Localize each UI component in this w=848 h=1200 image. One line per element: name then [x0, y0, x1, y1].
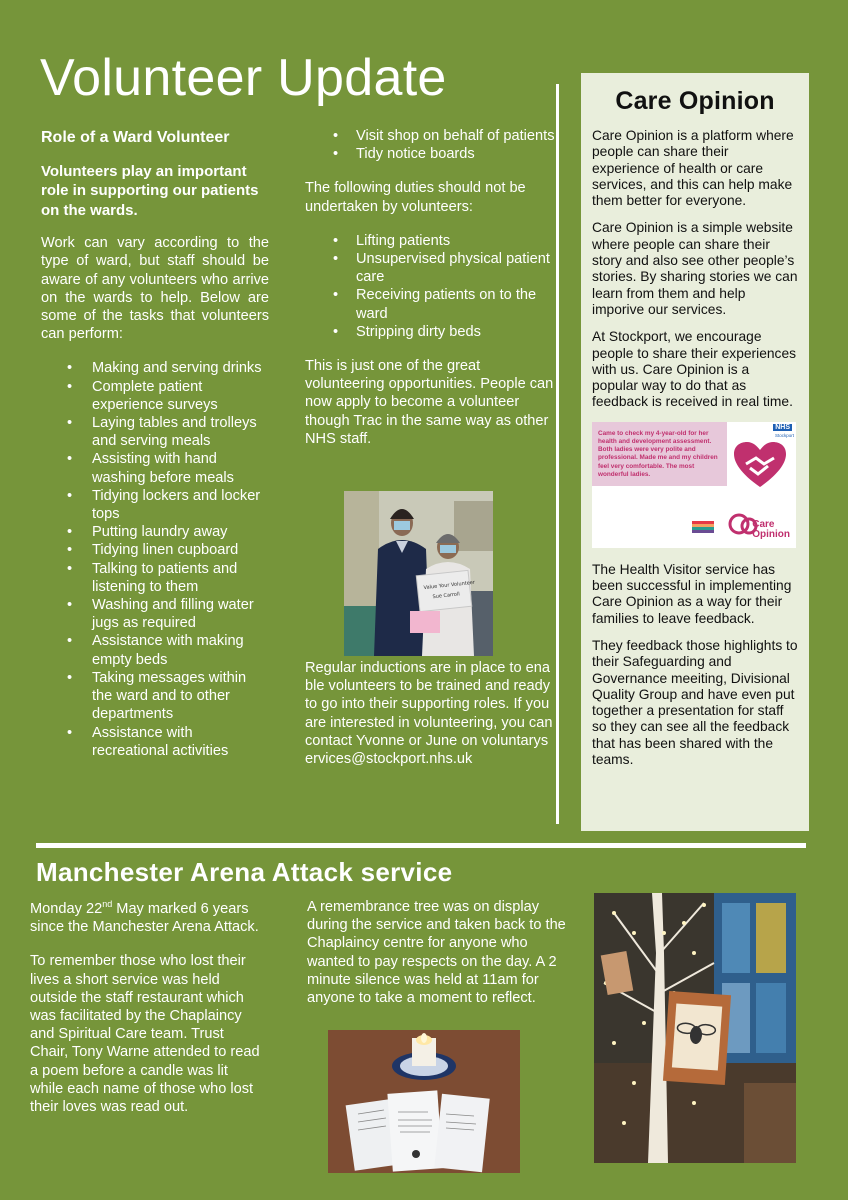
list-item: • Tidy notice boards [305, 145, 555, 163]
list-item: • Assistance with recreational activities [41, 724, 269, 760]
page-title: Volunteer Update [40, 49, 447, 107]
care-opinion-heading: Care Opinion [615, 87, 775, 115]
list-item: • Laying tables and trolleys and serving meals [41, 414, 269, 450]
not-duties-intro: The following duties should not be undertaken by volunteers: [305, 180, 526, 215]
list-item: • Tidying linen cupboard [41, 541, 269, 559]
horizontal-divider [36, 843, 806, 848]
candle-photo [328, 1030, 520, 1173]
list-item: • Receiving patients on to the ward [305, 286, 555, 322]
list-item: • Complete patient experience surveys [41, 378, 269, 414]
list-item: • Talking to patients and listening to them [41, 560, 269, 596]
list-item: • Making and serving drinks [41, 359, 269, 377]
nhs-logo: NHS [775, 423, 790, 431]
list-item: • Visit shop on behalf of patients [305, 127, 555, 145]
arena-service-paragraph: To remember those who lost their lives a short service was held outside the staff restaurant which was facilitated by the Chaplaincy and Spiritual Care team. Trust Chair, Tony Warne attended to read a poem before a candle was lit while each name of those who lost their loves was read out. [30, 953, 260, 1116]
remembrance-tree-photo [594, 893, 796, 1163]
list-item: • Unsupervised physical patient care [305, 250, 555, 286]
list-item: • Tidying lockers and locker tops [41, 487, 269, 523]
vertical-divider [556, 84, 559, 824]
volunteer-lead: Volunteers play an important role in supporting our patients on the wards. [41, 163, 259, 219]
volunteer-task-list [41, 359, 269, 759]
list-item: • Taking messages within the ward and to other departments [41, 669, 269, 724]
care-opinion-image [592, 422, 796, 548]
care-opinion-p3: At Stockport, we encourage people to share their experiences with us. Care Opinion is a popular way to do that as feedback is received in real time. [592, 329, 797, 410]
care-opinion-quote: Came to check my 4-year-old for her health and development assessment. Both ladies were very polite and professional. Made me and my children feel very comfortable. The most wonderful ladies. [598, 429, 718, 478]
care-opinion-p5: They feedback those highlights to their Safeguarding and Governance meeiting, Divisional Quality Group and have even put together a presentation for staff so they can see all the feedback that has been shared with the teams. [592, 637, 798, 768]
certificate-name: Sue Carroll [432, 591, 461, 601]
inductions-paragraph: Regular inductions are in place to enable volunteers to be trained and ready to go into their supporting roles. If you are interested in volunteering, you can contact Yvonne or June on voluntaryservices@stockport.nhs.uk [305, 660, 553, 768]
inductions-text [305, 659, 553, 784]
not-duties-list [305, 232, 555, 341]
volunteer-task-list-continued [305, 127, 555, 163]
certificate-title: Value Your Volunteer [423, 579, 476, 592]
arena-column-1 [30, 900, 264, 1132]
trust-name: Stockport [774, 432, 794, 438]
rainbow-badge-icon [690, 518, 716, 536]
list-item: • Lifting patients [305, 232, 555, 250]
volunteer-photo [344, 491, 493, 656]
list-item: • Washing and filling water jugs as required [41, 596, 269, 632]
arena-date-paragraph: Monday 22nd May marked 6 years since the Manchester Arena Attack. [30, 899, 259, 936]
list-item: • Assistance with making empty beds [41, 632, 269, 668]
volunteer-column-2 [305, 127, 555, 464]
volunteer-intro: Work can vary according to the type of ward, but staff should be aware of any volunteers who arrive on the wards to help. Below are some of the tasks that volunteers can perform: [41, 235, 269, 343]
care-opinion-p2: Care Opinion is a simple website where people can share their story and also see other people’s stories. By sharing stories we can learn from them and help imporive our services. [592, 220, 798, 317]
list-item: • Stripping dirty beds [305, 323, 555, 341]
heart-handshake-icon [732, 440, 788, 490]
care-opinion-box [581, 73, 809, 831]
list-item: • Assisting with hand washing before meals [41, 450, 269, 486]
care-opinion-p4: The Health Visitor service has been successful in implementing Care Opinion as a way for their families to leave feedback. [592, 561, 792, 626]
arena-tree-paragraph: A remembrance tree was on display during the service and taken back to the Chaplaincy centre for anyone who wanted to pay respects on the day. A 2 minute silence was held at 11am for anyone to take a moment to reflect. [307, 899, 566, 1007]
care-opinion-p1: Care Opinion is a platform where people can share their experience of health or care services, and this can help make them better for everyone. [592, 128, 794, 209]
volunteer-heading: Role of a Ward Volunteer [41, 129, 230, 146]
care-opinion-logo-text: Care Opinion [752, 518, 790, 540]
volunteer-column-1 [41, 128, 269, 776]
arena-heading: Manchester Arena Attack service [36, 857, 453, 887]
list-item: • Putting laundry away [41, 523, 269, 541]
arena-column-2 [307, 898, 567, 1007]
volunteer-opportunity: This is just one of the great volunteering opportunities. People can now apply to become a volunteer though Trac in the same way as other NHS staff. [305, 358, 554, 447]
